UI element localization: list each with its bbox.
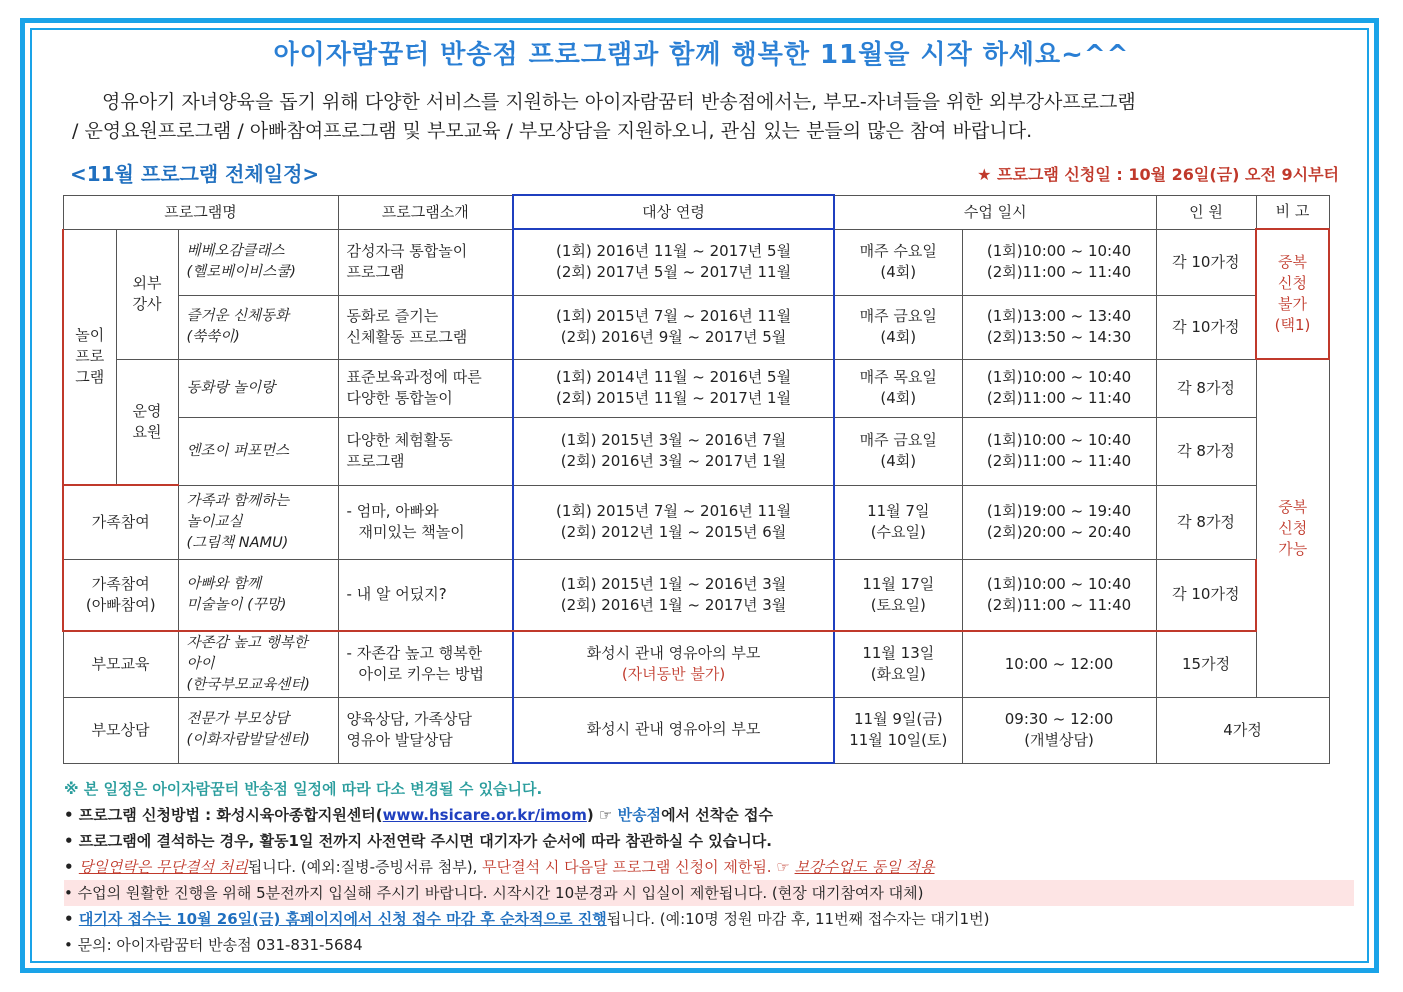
class-day: 매주 목요일 (4회) [834,359,962,417]
program-name: 베베오감클래스 (헬로베이비스쿨) [178,229,338,295]
class-day: 매주 수요일 (4회) [834,229,962,295]
header-class-time: 수업 일시 [834,195,1156,229]
note-arrival: • 수업의 원활한 진행을 위해 5분전까지 입실해 주시기 바랍니다. 시작시간 10분경과 시 입실이 제한됩니다. (현장 대기참여자 대체) [64,880,1354,906]
page-title: 아이자람꿈터 반송점 프로그램과 함께 행복한 11월을 시작 하세요~^^ [273,40,1130,70]
note-noshow: • 당일연락은 무단결석 처리됩니다. (예외:질병-증빙서류 첨부), 무단결석 시 다음달 프로그램 신청이 제한됨. ☞ 보강수업도 동일 적용 [64,858,935,876]
table-row [63,417,1329,485]
class-day: 11월 13일 (화요일) [834,631,962,697]
apply-date: ★ 프로그램 신청일 : 10월 26일(금) 오전 9시부터 [977,165,1339,184]
class-day: 매주 금요일 (4회) [834,295,962,359]
table-row [63,485,1329,559]
program-name: 동화랑 놀이랑 [178,359,338,417]
schedule-heading: <11월 프로그램 전체일정> [70,162,320,186]
header-target-age: 대상 연령 [513,195,834,229]
table-row [63,295,1329,359]
note-duplicate-not-allowed: 중복 신청 불가 (택1) [1256,229,1329,359]
class-time: 10:00 ~ 12:00 [962,631,1156,697]
note-waitlist: • 대기자 접수는 10월 26일(금) 홈페이지에서 신청 접수 마감 후 순차적으로 진행됩니다. (예:10명 정원 마감 후, 11번째 접수자는 대기1번) [64,910,990,928]
class-day: 11월 7일 (수요일) [834,485,962,559]
note-absence: • 프로그램에 결석하는 경우, 활동1일 전까지 사전연락 주시면 대기자가 순서에 따라 참관하실 수 있습니다. [64,832,772,850]
program-name: 전문가 부모상담 (이화자람발달센터) [178,697,338,763]
intro-line-2: / 운영요원프로그램 / 아빠참여프로그램 및 부모교육 / 부모상담을 지원하오니, 관심 있는 분들의 많은 참여 바랍니다. [72,120,1033,142]
note-apply-method: • 프로그램 신청방법 : 화성시육아종합지원센터(www.hsicare.or.kr/imom) ☞ 반송점에서 선착순 접수 [64,806,773,824]
class-time: (1회)19:00 ~ 19:40 (2회)20:00 ~ 20:40 [962,485,1156,559]
header-row [63,195,1329,229]
target-age: 화성시 관내 영유아의 부모 [513,697,834,763]
participant-count: 각 10가정 [1156,295,1256,359]
table-row [63,229,1329,295]
header-count: 인 원 [1156,195,1256,229]
note-schedule-change: ※ 본 일정은 아이자람꿈터 반송점 일정에 따라 다소 변경될 수 있습니다. [64,780,543,798]
target-age: (1회) 2015년 7월 ~ 2016년 11월 (2회) 2016년 9월 ~ 2017년 5월 [513,295,834,359]
program-intro: 다양한 체험활동 프로그램 [338,417,513,485]
program-name: 엔조이 퍼포먼스 [178,417,338,485]
header-note: 비 고 [1256,195,1329,229]
program-name: 자존감 높고 행복한 아이 (한국부모교육센터) [178,631,338,697]
participant-count: 각 10가정 [1156,559,1256,631]
class-time: 09:30 ~ 12:00 (개별상담) [962,697,1156,763]
header-program-name: 프로그램명 [63,195,338,229]
table-row [63,697,1329,763]
intro-line-1: 영유아기 자녀양육을 돕기 위해 다양한 서비스를 지원하는 아이자람꿈터 반송점에서는, 부모-자녀들을 위한 외부강사프로그램 [102,91,1136,113]
program-name: 가족과 함께하는 놀이교실 (그림책 NAMU) [178,485,338,559]
group-parent-counseling: 부모상담 [63,697,178,763]
participant-count: 15가정 [1156,631,1256,697]
group-play-program: 놀이 프로 그램 [63,229,116,485]
program-intro: 감성자극 통합놀이 프로그램 [338,229,513,295]
program-intro: 동화로 즐기는 신체활동 프로그램 [338,295,513,359]
program-intro: 표준보육과정에 따른 다양한 통합놀이 [338,359,513,417]
apply-link[interactable]: www.hsicare.or.kr/imom [382,806,587,824]
notes [64,776,1354,958]
program-name: 아빠와 함께 미술놀이 (꾸망) [178,559,338,631]
table-row [63,359,1329,417]
class-time: (1회)13:00 ~ 13:40 (2회)13:50 ~ 14:30 [962,295,1156,359]
program-name: 즐거운 신체동화 (쑥쑥이) [178,295,338,359]
note-duplicate-allowed: 중복 신청 가능 [1256,359,1329,697]
table-row [63,559,1329,631]
program-intro: - 내 알 어딨지? [338,559,513,631]
group-family: 가족참여 [63,485,178,559]
class-day: 11월 9일(금) 11월 10일(토) [834,697,962,763]
participant-count: 각 8가정 [1156,359,1256,417]
group-family-father: 가족참여 (아빠참여) [63,559,178,631]
participant-count: 4가정 [1156,697,1329,763]
participant-count: 각 10가정 [1156,229,1256,295]
intro-text [72,88,1342,146]
program-intro: - 자존감 높고 행복한 아이로 키우는 방법 [338,631,513,697]
participant-count: 각 8가정 [1156,417,1256,485]
target-age: (1회) 2015년 7월 ~ 2016년 11월 (2회) 2012년 1월 ~ 2015년 6월 [513,485,834,559]
class-day: 매주 금요일 (4회) [834,417,962,485]
group-parent-education: 부모교육 [63,631,178,697]
target-age: 화성시 관내 영유아의 부모 (자녀동반 불가) [513,631,834,697]
note-contact: • 문의: 아이자람꿈터 반송점 031-831-5684 [64,936,363,954]
participant-count: 각 8가정 [1156,485,1256,559]
class-day: 11월 17일 (토요일) [834,559,962,631]
table-row [63,631,1329,697]
target-age: (1회) 2016년 11월 ~ 2017년 5월 (2회) 2017년 5월 ~ 2017년 11월 [513,229,834,295]
sub-external-instructor: 외부 강사 [116,229,178,359]
schedule-table [62,194,1330,764]
class-time: (1회)10:00 ~ 10:40 (2회)11:00 ~ 11:40 [962,417,1156,485]
program-intro: - 엄마, 아빠와 재미있는 책놀이 [338,485,513,559]
target-age: (1회) 2014년 11월 ~ 2016년 5월 (2회) 2015년 11월 ~ 2017년 1월 [513,359,834,417]
header-program-intro: 프로그램소개 [338,195,513,229]
program-intro: 양육상담, 가족상담 영유아 발달상담 [338,697,513,763]
target-age: (1회) 2015년 1월 ~ 2016년 3월 (2회) 2016년 1월 ~ 2017년 3월 [513,559,834,631]
class-time: (1회)10:00 ~ 10:40 (2회)11:00 ~ 11:40 [962,359,1156,417]
sub-staff: 운영 요원 [116,359,178,485]
class-time: (1회)10:00 ~ 10:40 (2회)11:00 ~ 11:40 [962,559,1156,631]
class-time: (1회)10:00 ~ 10:40 (2회)11:00 ~ 11:40 [962,229,1156,295]
target-age: (1회) 2015년 3월 ~ 2016년 7월 (2회) 2016년 3월 ~ 2017년 1월 [513,417,834,485]
